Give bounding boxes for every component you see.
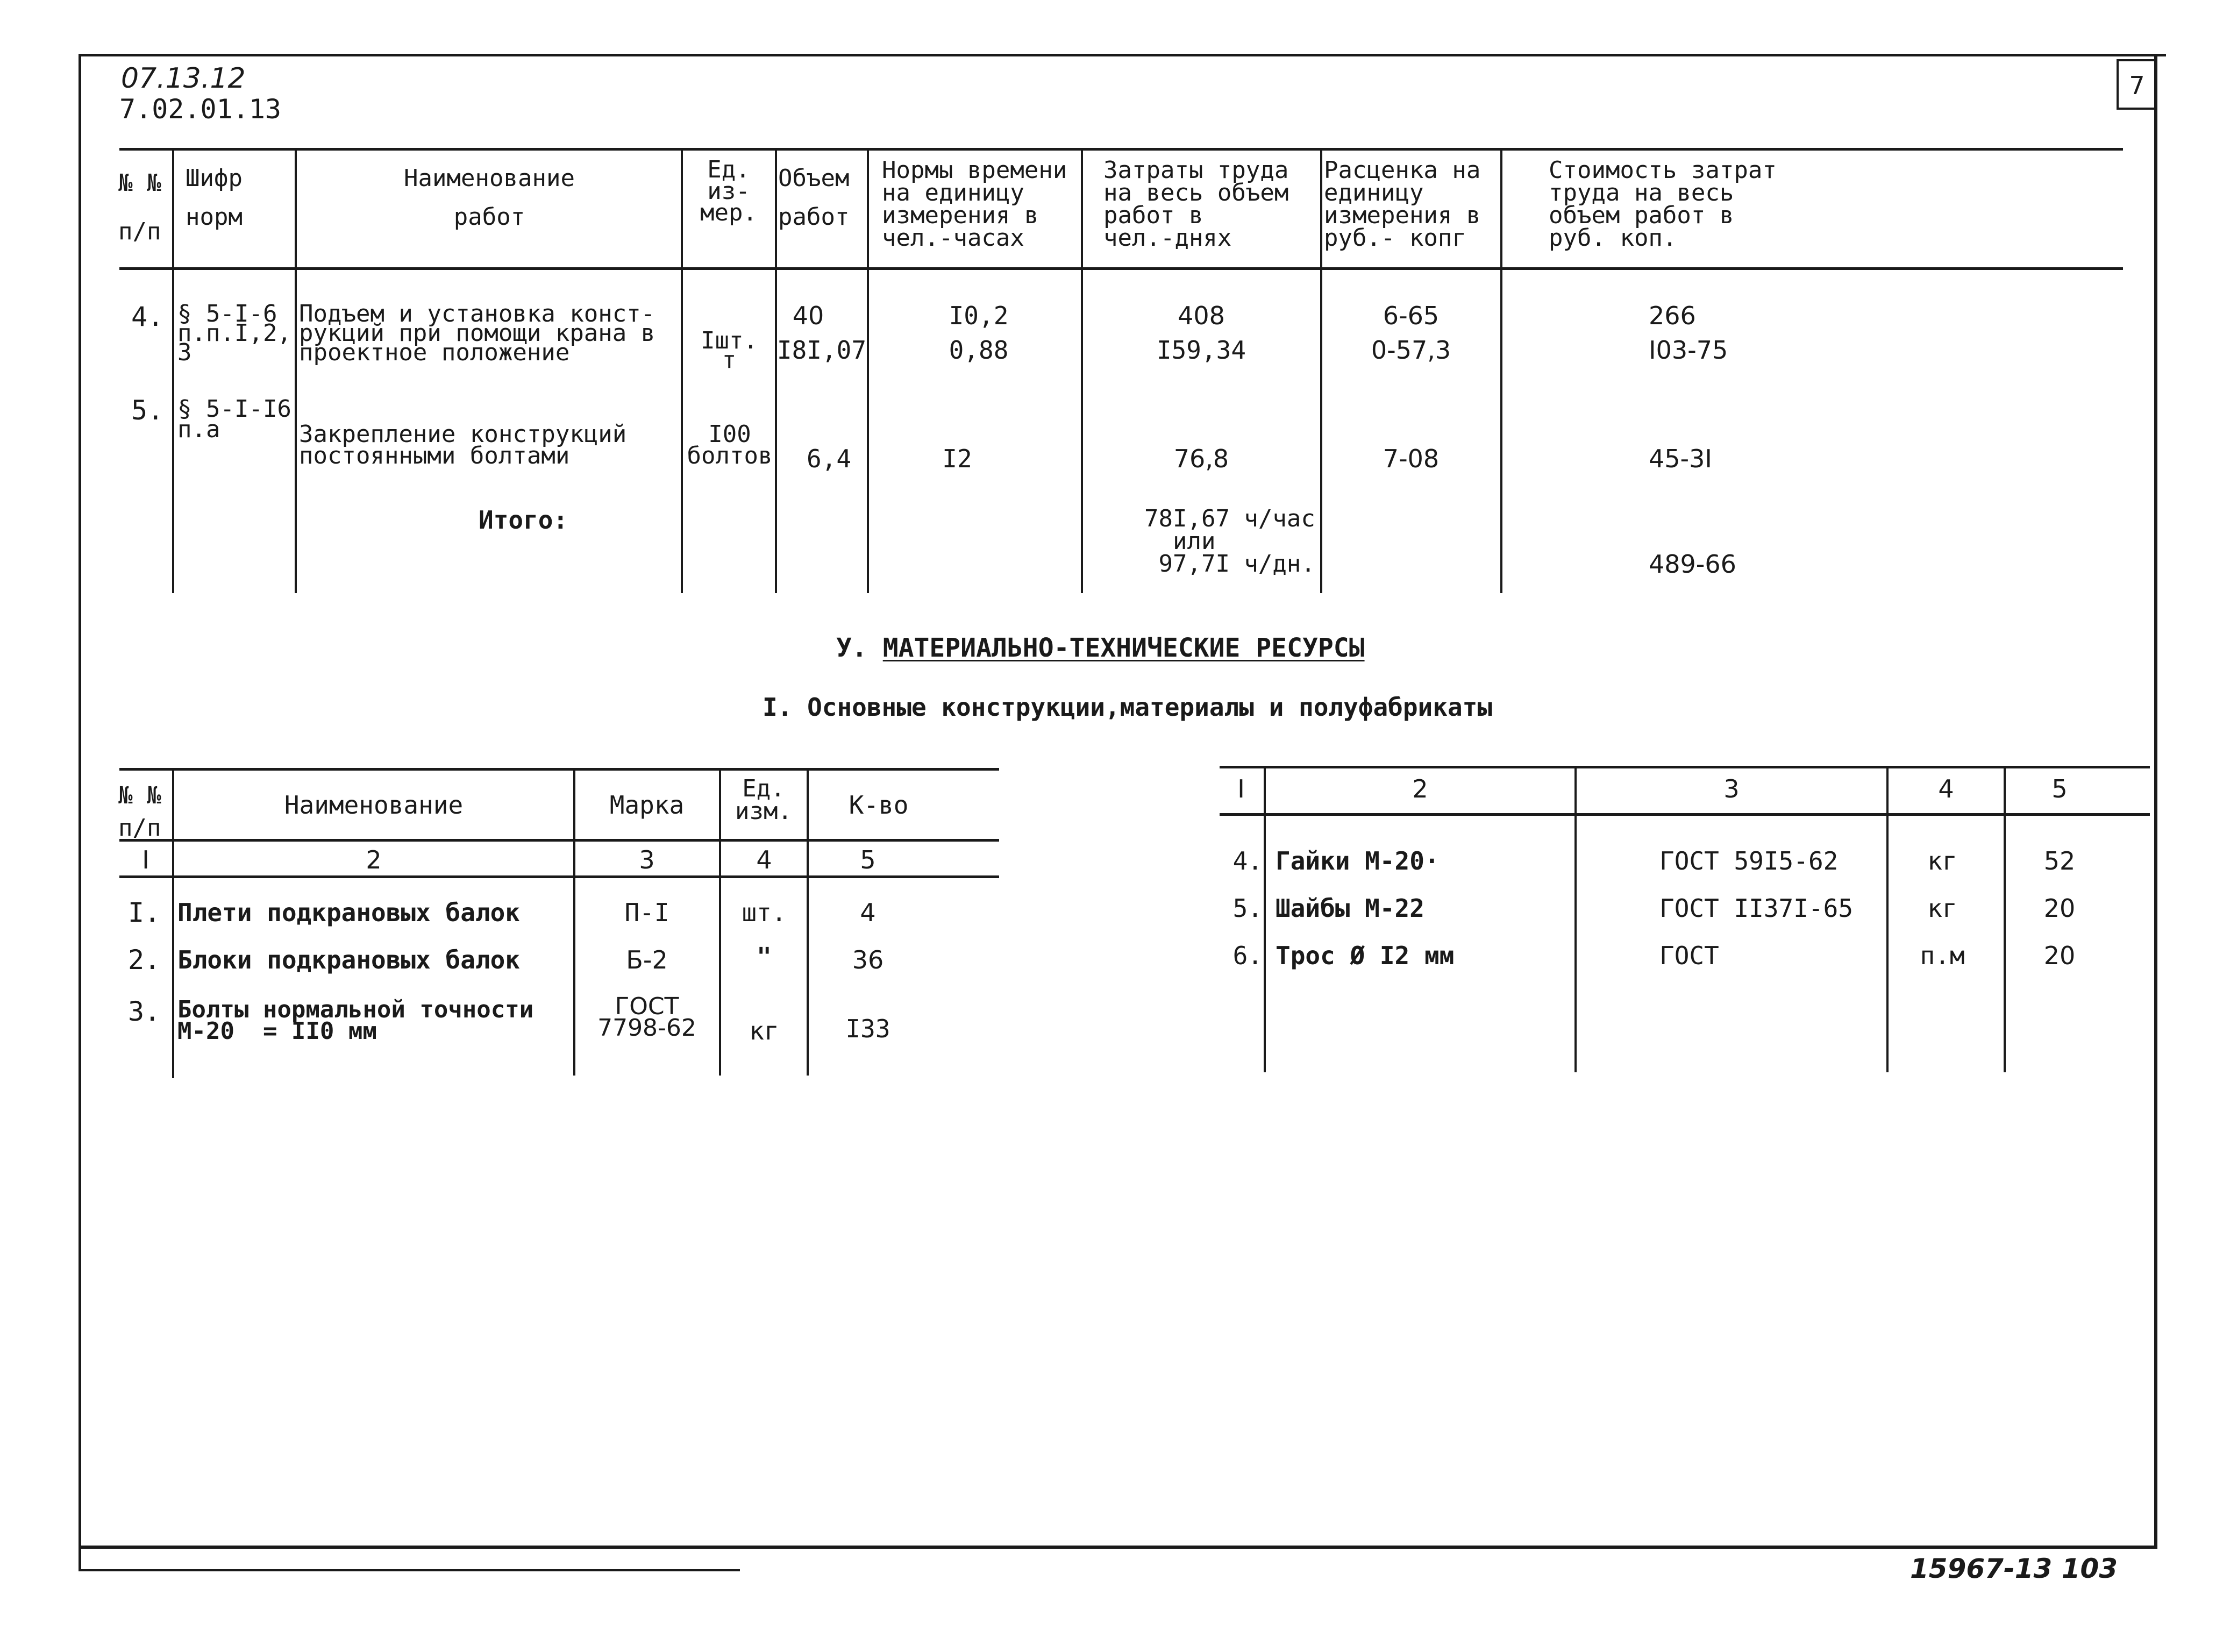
work-row-code: § 5-I-I6 п.а [177, 395, 291, 443]
materials-left-row-mark: П-I [624, 898, 669, 927]
materials-left-row-mark: Б-2 [626, 945, 668, 974]
work-row-time-norm: I2 [942, 444, 972, 473]
work-table-header-volume: Объем работ [778, 165, 850, 231]
materials-right-header-line [1220, 813, 2150, 816]
section-title-prefix: У. [836, 633, 867, 663]
materials-left-header-mark: Марка [609, 791, 685, 820]
frame-left-line [79, 54, 81, 1571]
work-row-rate: 7-08 [1383, 444, 1440, 473]
materials-left-row-qty: 4 [860, 898, 876, 927]
section-subtitle: I. Основные конструкции,материалы и полуфабрикаты [763, 693, 1493, 722]
work-row-cost: I03-75 [1649, 336, 1728, 365]
work-table-header-cost: Стоимость затрат труда на весь объем работ в руб. коп. [1549, 156, 1777, 252]
materials-right-row-num: 5. [1232, 894, 1263, 923]
document-code: 7.02.01.13 [119, 94, 282, 125]
materials-right-col-number: 4 [1938, 774, 1954, 803]
materials-left-row-qty: I33 [845, 1014, 890, 1043]
work-row-num: 4. [131, 301, 164, 332]
work-row-unit: Iшт. т [701, 327, 758, 374]
section-title-text: МАТЕРИАЛЬНО-ТЕХНИЧЕСКИЕ РЕСУРСЫ [882, 633, 1365, 663]
materials-left-top-line [119, 768, 999, 771]
page-number-box [2117, 59, 2157, 110]
work-table-col-divider [1320, 149, 1322, 593]
work-row-num: 5. [131, 395, 164, 426]
work-table-header-unit: Ед. из- мер. [700, 156, 757, 226]
work-table-col-divider [775, 149, 777, 593]
work-row-volume: 40 [792, 301, 824, 330]
materials-right-top-line [1220, 766, 2150, 768]
work-table-header-line [119, 267, 2123, 270]
work-table-header-rate: Расценка на единицу измерения в руб.- копг [1324, 156, 1481, 252]
work-table-col-divider [295, 149, 297, 593]
work-row-rate: 0-57,3 [1371, 336, 1451, 365]
work-table-col-divider [867, 149, 869, 593]
materials-right-col-divider [1264, 767, 1266, 1072]
materials-left-header-qty: К-во [849, 791, 909, 820]
materials-left-row-unit: шт. [742, 898, 787, 927]
materials-right-row-name: Трос Ø I2 мм [1276, 941, 1455, 970]
work-row-time-norm: 0,88 [949, 336, 1009, 365]
materials-right-row-qty: 20 [2043, 894, 2076, 923]
frame-top-line [80, 54, 2166, 56]
materials-left-row-num: 2. [128, 944, 161, 975]
materials-left-row-unit: кг [749, 1016, 779, 1045]
materials-left-header-line [119, 839, 999, 842]
materials-left-col-number: 5 [860, 845, 876, 874]
work-total-label: Итого: [479, 505, 568, 535]
materials-left-row-num: I. [128, 897, 161, 928]
work-total-labor: 78I,67 ч/час или 97,7I ч/дн. [1144, 505, 1315, 578]
work-table-col-divider [1081, 149, 1083, 593]
footer-stamp: 15967-13 103 [1910, 1553, 2118, 1584]
materials-right-col-divider [1574, 767, 1577, 1072]
work-table-col-divider [1500, 149, 1502, 593]
work-row-unit: I00 болтов [687, 421, 773, 469]
materials-left-row-unit: " [757, 942, 772, 971]
materials-left-col-number: 3 [639, 845, 655, 874]
materials-right-col-number: 5 [2051, 774, 2068, 803]
work-row-rate: 6-65 [1383, 301, 1440, 330]
materials-left-col-number: 4 [756, 845, 772, 874]
materials-left-header-num: № № п/п [118, 782, 161, 842]
work-row-volume: 6,4 [807, 444, 852, 473]
materials-right-row-unit: п.м [1920, 941, 1965, 970]
work-table-top-line [119, 148, 2123, 151]
section-title [836, 633, 1365, 663]
work-table-header-num: № № п/п [118, 169, 161, 245]
work-row-labor: 76,8 [1173, 444, 1229, 473]
work-row-name: Закрепление конструкций постоянными болтами [299, 421, 627, 469]
work-table-header-name: Наименование работ [404, 165, 575, 231]
materials-right-row-num: 6. [1232, 941, 1263, 970]
work-table-header-time-norm: Нормы времени на единицу измерения в чел.-часах [882, 156, 1067, 252]
materials-right-row-unit: кг [1927, 894, 1957, 923]
materials-right-col-number: 2 [1412, 774, 1428, 803]
materials-right-row-mark: ГОСТ 59I5-62 [1659, 846, 1839, 875]
work-row-name: Подъем и установка конст- рукций при помощи крана в проектное положение [299, 300, 656, 366]
materials-left-col-number: I [142, 845, 149, 874]
materials-right-row-name: Гайки М-20· [1276, 846, 1440, 875]
materials-right-col-number: 3 [1723, 774, 1740, 803]
materials-left-row-name: Болты нормальной точности М-20 = II0 мм [177, 996, 534, 1045]
materials-left-row-name: Плети подкрановых балок [177, 898, 520, 927]
materials-right-row-num: 4. [1232, 846, 1263, 875]
work-total-cost: 489-66 [1649, 550, 1736, 579]
materials-left-header-name: Наименование [284, 791, 464, 820]
materials-right-col-number: I [1237, 774, 1245, 803]
document-code-handwritten: 07.13.12 [121, 62, 246, 95]
work-table-header-labor: Затраты труда на весь объем работ в чел.-днях [1103, 156, 1289, 252]
frame-right-line [2154, 54, 2157, 1549]
frame-bottom-outer-line [79, 1569, 740, 1571]
materials-left-numbers-line [119, 875, 999, 878]
materials-left-row-num: 3. [128, 996, 161, 1027]
materials-right-row-name: Шайбы М-22 [1276, 894, 1424, 923]
work-row-cost: 45-3I [1649, 444, 1712, 473]
frame-bottom-line [79, 1546, 2157, 1549]
materials-right-row-qty: 52 [2043, 846, 2076, 875]
materials-right-row-mark: ГОСТ [1659, 941, 1719, 970]
work-row-labor: I59,34 [1156, 336, 1246, 365]
materials-left-row-mark: ГОСТ 7798-62 [597, 993, 696, 1042]
page-number: 7 [2129, 71, 2145, 100]
work-row-time-norm: I0,2 [949, 301, 1009, 330]
materials-left-row-name: Блоки подкрановых балок [177, 945, 520, 974]
materials-left-col-number: 2 [366, 845, 382, 874]
materials-left-row-qty: 36 [852, 945, 884, 974]
work-row-labor: 408 [1178, 301, 1225, 330]
work-row-volume: I8I,07 [776, 336, 867, 365]
materials-right-row-mark: ГОСТ II37I-65 [1659, 894, 1854, 923]
materials-left-header-unit: Ед. изм. [735, 775, 792, 825]
work-row-cost: 266 [1649, 301, 1696, 330]
work-table-header-code: Шифр норм [186, 165, 243, 231]
work-table-col-divider [172, 149, 174, 593]
materials-right-row-qty: 20 [2043, 941, 2076, 970]
work-row-code: § 5-I-6 п.п.I,2, 3 [177, 300, 291, 366]
materials-right-row-unit: кг [1927, 846, 1957, 875]
